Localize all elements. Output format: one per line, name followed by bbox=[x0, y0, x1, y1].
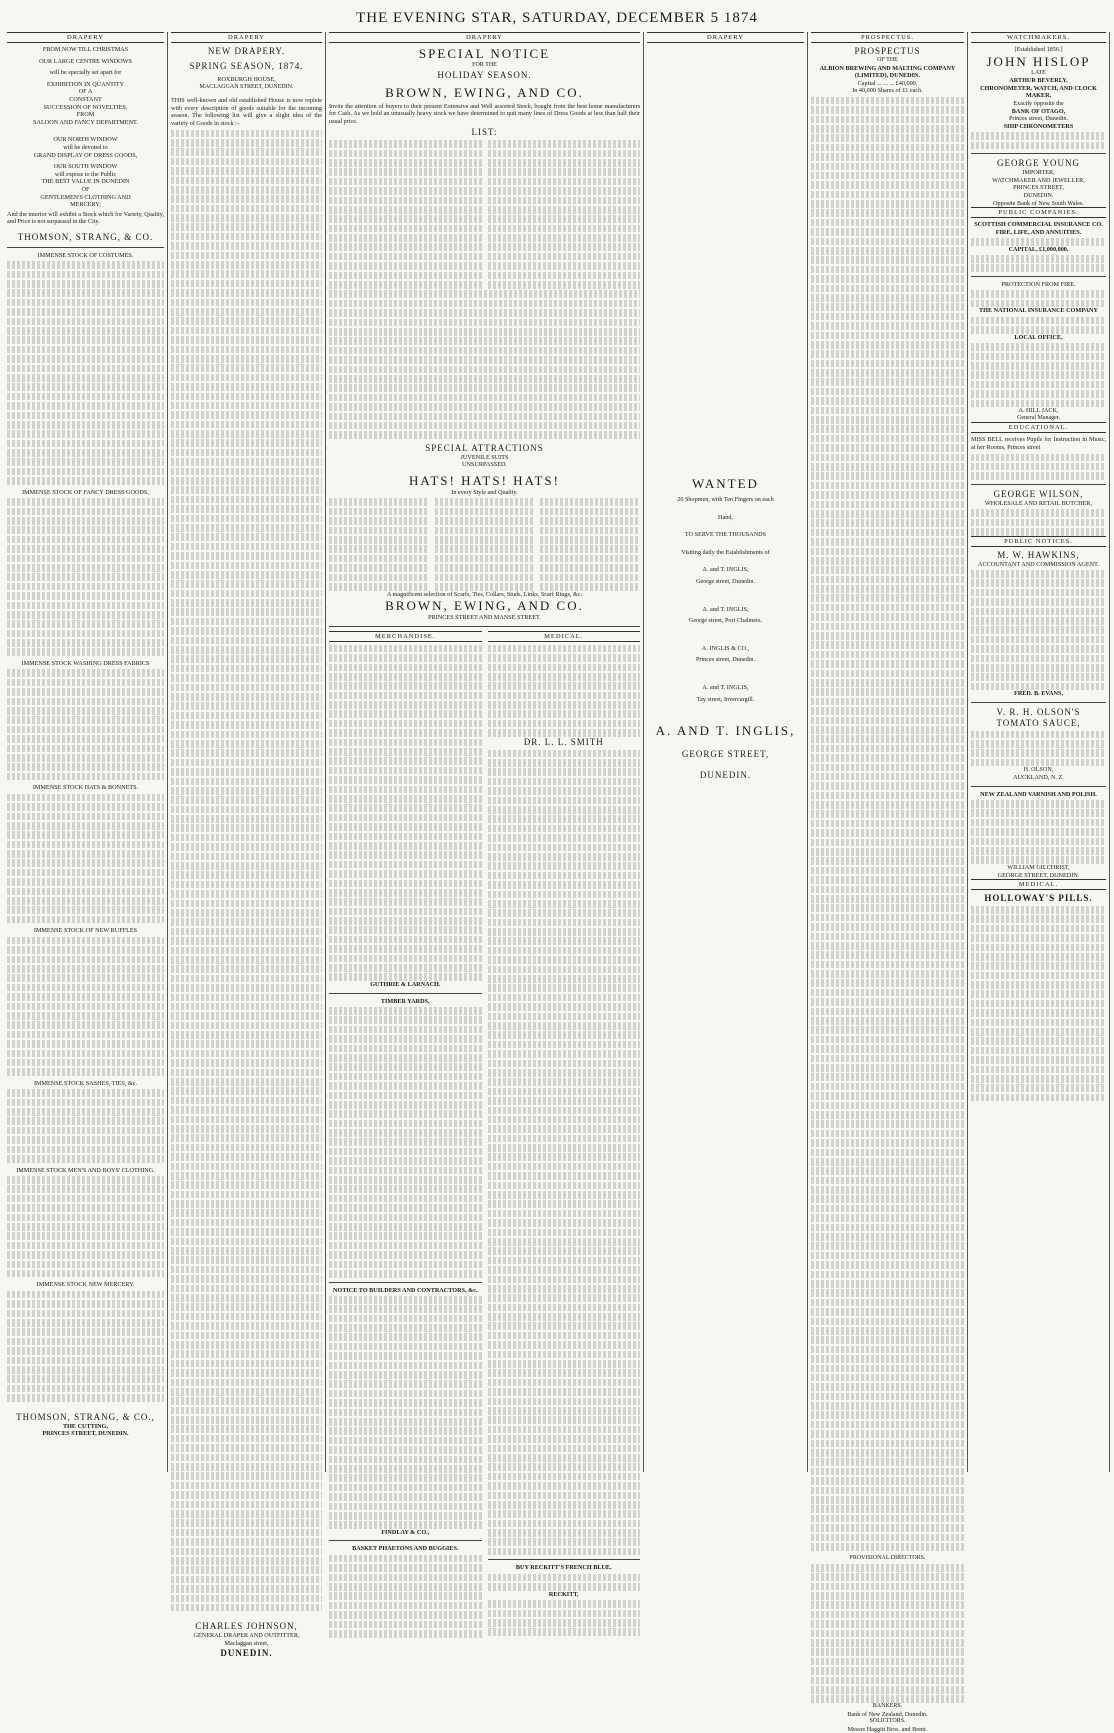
unsurpassed: UNSURPASSED. bbox=[462, 461, 507, 469]
listing-text bbox=[488, 1600, 641, 1636]
text-line: FROM NOW TILL CHRISTMAS bbox=[42, 46, 129, 53]
text-line: THE BEST VALUE IN DUNEDIN bbox=[41, 178, 130, 186]
text-line: And the interior will exhibit a Stock which for Variety, Quality, and Price is not surpassed in the City. bbox=[7, 210, 164, 226]
hats-heading: HATS! HATS! HATS! bbox=[408, 473, 560, 489]
listing-text bbox=[7, 669, 164, 780]
accountant: ACCOUNTANT AND COMMISSION AGENT. bbox=[978, 560, 1099, 568]
watchmaker-jeweller: WATCHMAKER AND JEWELLER, bbox=[992, 176, 1085, 184]
bankers-heading: BANKERS. bbox=[872, 1702, 903, 1709]
column-6 bbox=[968, 32, 1110, 1472]
wanted-line: George street, Port Chalmers. bbox=[688, 617, 763, 625]
butcher: WHOLESALE AND RETAIL BUTCHER, bbox=[984, 499, 1093, 507]
reckitt-name: RECKITT, bbox=[548, 1590, 579, 1598]
listing-text bbox=[488, 750, 641, 1556]
listing-text bbox=[329, 1296, 482, 1529]
section-heading: IMMENSE STOCK WASHING DRESS FABRICS bbox=[21, 660, 150, 668]
inglis-big: A. AND T. INGLIS, bbox=[655, 723, 796, 739]
text-line: GENTLEMEN'S CLOTHING AND bbox=[40, 193, 131, 201]
wanted-line: Hand, bbox=[718, 513, 733, 521]
holiday-season: HOLIDAY SEASON. bbox=[437, 69, 532, 80]
section-heading: MERCHANDISE. bbox=[329, 631, 482, 642]
listing-text bbox=[7, 794, 164, 924]
established: [Established 1856.] bbox=[1014, 46, 1063, 53]
general-manager: General Manager. bbox=[1017, 414, 1060, 421]
opposite-nsw: Opposite Bank of New South Wales. bbox=[993, 199, 1084, 207]
ad-intro: THIS well-known and old established House is now replete with every description of goods suitable for the incoming season. The following list will give a slight idea of the variety of Goods in stock :- bbox=[171, 97, 322, 127]
text-line: FROM bbox=[76, 111, 95, 119]
listing-text bbox=[971, 317, 1106, 334]
bank-of-otago: BANK OF OTAGO, bbox=[1011, 107, 1066, 115]
wanted-line: A. and T. INGLIS, bbox=[702, 605, 749, 613]
holloway-heading: HOLLOWAY'S PILLS. bbox=[984, 893, 1093, 904]
listing-text bbox=[7, 1291, 164, 1402]
dr-smith: DR. L. L. SMITH bbox=[523, 736, 604, 747]
masthead: THE EVENING STAR, SATURDAY, DECEMBER 5 1874 bbox=[356, 10, 758, 26]
listing-text bbox=[971, 570, 1106, 690]
inglis-city: DUNEDIN. bbox=[699, 770, 752, 781]
footer-firm: THOMSON, STRANG, & CO., bbox=[16, 1411, 155, 1422]
magnificent-line: A magnificent selection of Scarfs, Ties, Collars, Studs, Links, Scarf Rings, &c. bbox=[386, 590, 583, 598]
bank-name: Bank of New Zealand, Dunedin. bbox=[847, 1710, 928, 1718]
capital: Capital ... ... ... £40,000, bbox=[857, 79, 918, 87]
special-attractions: SPECIAL ATTRACTIONS bbox=[425, 442, 544, 453]
fred-evans: FRED. B. EVANS, bbox=[1014, 690, 1063, 698]
column-heading: DRAPERY bbox=[7, 32, 164, 43]
ad-house: ROXBURGH HOUSE, bbox=[217, 76, 276, 83]
listing-text bbox=[971, 509, 1106, 535]
listing-text bbox=[171, 130, 322, 1612]
ad-street: MACLAGGAN STREET, DUNEDIN. bbox=[199, 83, 294, 90]
firm-address: PRINCES STREET AND MANSE STREET. bbox=[428, 614, 541, 622]
section-heading: PUBLIC NOTICES. bbox=[971, 536, 1106, 547]
column-3 bbox=[326, 32, 644, 1598]
intro-block bbox=[7, 46, 164, 209]
solicitors-heading: SOLICITORS. bbox=[869, 1718, 906, 1725]
listing-text bbox=[329, 1007, 482, 1278]
wanted-line: 20 Shopmen, with Ten Fingers on each bbox=[677, 496, 774, 503]
chronometer-maker: CHRONOMETER, WATCH, AND CLOCK MAKER, bbox=[980, 84, 1097, 100]
listing-text bbox=[329, 290, 640, 438]
column-1 bbox=[4, 32, 168, 1472]
fire-life: FIRE, LIFE, AND ANNUITIES. bbox=[995, 228, 1082, 236]
late: LATE bbox=[1031, 69, 1046, 76]
hill-jack: A. HILL JACK, bbox=[1018, 407, 1059, 415]
timber-yards: TIMBER YARDS, bbox=[380, 997, 430, 1005]
section-heading: MEDICAL. bbox=[488, 631, 641, 642]
wanted-line: TO SERVE THE THOUSANDS bbox=[684, 531, 767, 539]
prospectus-text bbox=[811, 97, 964, 1551]
text-line: SUCCESSION OF NOVELTIES, bbox=[43, 103, 128, 111]
listing-text bbox=[488, 1574, 641, 1591]
guthrie: GUTHRIE & LARNACH. bbox=[370, 981, 441, 989]
text-line: will expose to the Public bbox=[54, 170, 117, 178]
wanted-line: A. and T. INGLIS, bbox=[702, 683, 749, 691]
importer: IMPORTER, bbox=[1022, 169, 1055, 177]
text-line: OF bbox=[81, 185, 90, 193]
listing-text bbox=[329, 645, 482, 981]
section-heading: IMMENSE STOCK SASHES, TIES, &c. bbox=[33, 1079, 138, 1087]
listing-text bbox=[971, 906, 1106, 1101]
beverly: ARTHUR BEVERLY, bbox=[1009, 77, 1068, 85]
listing-text bbox=[971, 800, 1106, 864]
firm-name: BROWN, EWING, AND CO. bbox=[385, 84, 584, 100]
section-heading: EDUCATIONAL. bbox=[971, 422, 1106, 433]
list-heading: LIST: bbox=[471, 127, 498, 138]
section-heading: IMMENSE STOCK MEN'S AND BOYS' CLOTHING. bbox=[16, 1166, 155, 1174]
ad-season: SPRING SEASON, 1874. bbox=[189, 61, 304, 71]
footer-city: DUNEDIN. bbox=[220, 1647, 273, 1658]
listing-text bbox=[971, 290, 1106, 307]
reckitt-heading: BUY RECKITT'S FRENCH BLUE, bbox=[515, 1564, 612, 1572]
text-line: OUR LARGE CENTRE WINDOWS bbox=[39, 57, 132, 65]
footer-line: THE CUTTING, bbox=[62, 1422, 109, 1430]
prospectus-of: OF THE bbox=[877, 57, 898, 63]
wanted-line: A. INGLIS & CO., bbox=[701, 644, 750, 652]
section-heading: MEDICAL. bbox=[971, 879, 1106, 890]
text-line: SALOON AND FANCY DEPARTMENT. bbox=[33, 118, 138, 126]
column-heading: DRAPERY bbox=[171, 32, 322, 43]
company-name: ALBION BREWING AND MALTING COMPANY (LIMITED), DUNEDIN. bbox=[819, 64, 956, 80]
inglis-street: GEORGE STREET, bbox=[681, 749, 770, 760]
listing-text bbox=[7, 1089, 164, 1162]
lower-columns bbox=[329, 631, 640, 1638]
prospectus-title: PROSPECTUS bbox=[854, 46, 921, 56]
listing-text bbox=[971, 343, 1106, 407]
hats-list bbox=[329, 497, 640, 591]
column-heading: DRAPERY bbox=[329, 32, 640, 43]
price-list bbox=[329, 138, 640, 288]
footer-line: GENERAL DRAPER AND OUTFITTER, bbox=[193, 1632, 300, 1640]
shares: In 40,000 Shares of £1 each. bbox=[852, 87, 923, 95]
column-4 bbox=[644, 32, 808, 1472]
princes-street: Princes street, Dunedin. bbox=[1008, 115, 1069, 123]
wanted-line: George street, Dunedin. bbox=[696, 577, 755, 585]
listing-text bbox=[971, 454, 1106, 480]
listing-text bbox=[971, 255, 1106, 272]
directors-list bbox=[811, 1564, 964, 1703]
listing-text bbox=[7, 937, 164, 1076]
text-line: will be devoted to bbox=[63, 143, 108, 151]
text-line: OF A bbox=[78, 88, 93, 96]
footer-line: Maclaggan street, bbox=[224, 1640, 269, 1648]
olson-heading: V. R. H. OLSON'S bbox=[996, 706, 1081, 717]
column-2 bbox=[168, 32, 326, 1658]
firm-name: THOMSON, STRANG, & CO. bbox=[17, 231, 154, 242]
text-line: MERCERY; bbox=[70, 201, 101, 209]
ad-intro: Invite the attention of buyers to their present Extensive and Well assorted Stock, bought from the best home manufacturers for Cash. As we hold an unusually heavy stock we have determined to quit many lines of Dress Goods at less than half their usual price. bbox=[329, 102, 640, 125]
opposite: Exactly opposite the bbox=[1013, 99, 1064, 107]
auckland: AUCKLAND, N. Z. bbox=[1013, 774, 1064, 782]
scottish-insurance: SCOTTISH COMMERCIAL INSURANCE CO. bbox=[974, 221, 1103, 229]
listing-text bbox=[971, 132, 1106, 149]
text-line: EXHIBITION IN QUANTITY bbox=[46, 80, 125, 88]
protection-from-fire: PROTECTION FROM FIRE. bbox=[1001, 281, 1076, 289]
tomato-sauce: TOMATO SAUCE, bbox=[996, 717, 1081, 728]
princes-street-2: PRINCES STREET, bbox=[1013, 184, 1064, 192]
juvenile-suits: JUVENILE SUITS bbox=[460, 453, 509, 461]
listing-text bbox=[7, 498, 164, 656]
listing-text bbox=[488, 645, 641, 737]
george-wilson: GEORGE WILSON, bbox=[993, 488, 1084, 499]
findlay: FINDLAY & CO., bbox=[381, 1528, 430, 1536]
wanted-line: Princes street, Dunedin. bbox=[695, 656, 756, 664]
text-line: will be specially set apart for bbox=[49, 69, 122, 77]
text-line: GRAND DISPLAY OF DRESS GOODS, bbox=[33, 151, 138, 159]
listing-text bbox=[971, 238, 1106, 246]
listing-text bbox=[7, 1176, 164, 1278]
section-heading: IMMENSE STOCK NEW MERCERY. bbox=[36, 1281, 135, 1289]
gilchrist: WILLIAM GILCHRIST, bbox=[1007, 863, 1070, 871]
varnish: NEW ZEALAND VARNISH AND POLISH. bbox=[980, 790, 1097, 798]
national-insurance: THE NATIONAL INSURANCE COMPANY bbox=[979, 307, 1098, 315]
capital-amount: CAPITAL, £1,000,000. bbox=[1008, 245, 1069, 253]
listing-text bbox=[7, 261, 164, 485]
wanted-line: A. and T. INGLIS, bbox=[702, 566, 749, 574]
special-notice-title: SPECIAL NOTICE bbox=[418, 46, 551, 61]
hats-sub: In every Style and Quality. bbox=[451, 489, 518, 497]
column-heading: PROSPECTUS. bbox=[811, 32, 964, 43]
footer-firm: CHARLES JOHNSON, bbox=[195, 1621, 298, 1632]
wanted-line: Visiting daily the Establishments of bbox=[681, 548, 770, 556]
column-heading: WATCHMAKERS. bbox=[971, 32, 1106, 43]
hislop-name: JOHN HISLOP bbox=[986, 53, 1091, 69]
olson-name: H. OLSON, bbox=[1023, 766, 1054, 774]
dunedin: DUNEDIN. bbox=[1023, 191, 1054, 199]
george-young: GEORGE YOUNG bbox=[997, 158, 1080, 169]
ship-chronometers: SHIP CHRONOMETERS bbox=[1003, 122, 1074, 130]
local-office: LOCAL OFFICE, bbox=[1014, 333, 1063, 341]
hawkins: M. W. HAWKINS, bbox=[997, 549, 1080, 560]
directors-heading: PROVISIONAL DIRECTORS. bbox=[849, 1554, 926, 1561]
column-5 bbox=[808, 32, 968, 1733]
column-heading: DRAPERY bbox=[647, 32, 804, 43]
george-street: GEORGE STREET, DUNEDIN. bbox=[997, 871, 1080, 879]
text-line: OUR NORTH WINDOW bbox=[53, 136, 118, 144]
section-heading: PUBLIC COMPANIES. bbox=[971, 207, 1106, 218]
text-line: CONSTANT bbox=[69, 95, 102, 103]
wanted-line: Tay street, Invercargill. bbox=[696, 695, 755, 703]
miss-bell: MISS BELL receives Pupils for Instruction in Music, at her Rooms, Princes street bbox=[971, 436, 1106, 451]
footer-address: PRINCES STREET, DUNEDIN. bbox=[42, 1430, 129, 1438]
special-notice-for: FOR THE bbox=[472, 62, 497, 68]
builders-notice: NOTICE TO BUILDERS AND CONTRACTORS, &c. bbox=[332, 1286, 478, 1294]
section-heading: IMMENSE STOCK OF COSTUMES. bbox=[37, 251, 134, 259]
section-heading: IMMENSE STOCK HATS & BONNETS. bbox=[32, 784, 139, 792]
text-line: OUR SOUTH WINDOW bbox=[53, 163, 118, 171]
wanted-heading: WANTED bbox=[692, 476, 759, 491]
solicitors-name: Messrs Haggitt Bros. and Brent. bbox=[847, 1725, 928, 1733]
listing-text bbox=[329, 1555, 482, 1638]
firm-name-2: BROWN, EWING, AND CO. bbox=[385, 598, 584, 614]
listing-text bbox=[971, 731, 1106, 767]
ad-title: NEW DRAPERY. bbox=[207, 46, 286, 56]
section-heading: IMMENSE STOCK OF FANCY DRESS GOODS, bbox=[22, 488, 149, 496]
section-heading: IMMENSE STOCK OF NEW RUFFLES bbox=[33, 927, 138, 935]
basket-phaetons: BASKET PHAETONS AND BUGGIES. bbox=[352, 1545, 459, 1553]
